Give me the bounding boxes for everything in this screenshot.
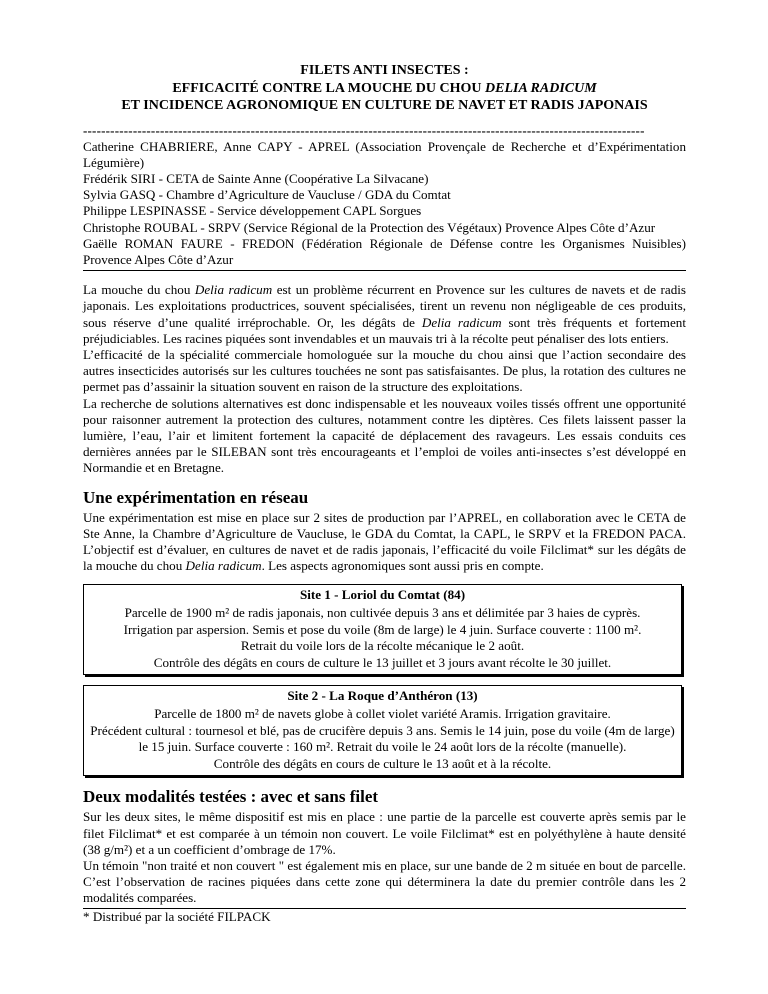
author-entry-3: Sylvia GASQ - Chambre d’Agriculture de Vaucluse / GDA du Comtat: [83, 187, 451, 203]
intro-p1-species-1: Delia radicum: [194, 282, 273, 298]
site-2-line-2: Précédent cultural : tournesol et blé, pas de crucifère depuis 3 ans. Semis le 14 juin, pose du voile (4m de large) le 15 juin. Surface couverte : 160 m². Retrait du voile le 24 août lors de la récolte (manuelle).: [90, 722, 675, 755]
intro-paragraph-2: L’efficacité de la spécialité commerciale homologuée sur la mouche du chou ainsi que l’action secondaire des autres insecticides autorisés sur les cultures touchées ne sont pas satisfaisantes. De plus, la rotation des cultures ne permet pas d’assainir la situation souvent en raison de la structure des exploitations.: [83, 346, 686, 395]
author-entry-5: Christophe ROUBAL - SRPV (Service Régional de la Protection des Végétaux) Provence Alpes Côte d’Azur: [83, 219, 656, 235]
author-list: [83, 139, 686, 269]
site-1-box: [83, 584, 682, 675]
title-line-2-text: EFFICACITÉ CONTRE LA MOUCHE DU CHOU: [172, 80, 486, 96]
site-1-line-3: Retrait du voile lors de la récolte mécanique le 2 août.: [240, 638, 525, 654]
intro-paragraph-3: La recherche de solutions alternatives est donc indispensable et les nouveaux voiles tissés offrent une opportunité pour raisonner autrement la protection des cultures, notamment contre les diptères. Ces filets laissent passer la lumière, l’eau, l’air et limitent fortement la capacité de déplacement des ravageurs. Les essais conduits ces dernières années par le SILEBAN sont très encourageants et l’emploi de voiles anti-insectes s’est développé en Normandie et en Bretagne.: [83, 395, 686, 476]
author-entry-1: Catherine CHABRIERE, Anne CAPY - APREL (Association Provençale de Recherche et d’Expérimentation Légumière): [83, 138, 686, 170]
introduction: [83, 282, 686, 476]
site-2-title: Site 2 - La Roque d’Anthéron (13): [287, 688, 478, 704]
author-entry-6: Gaëlle ROMAN FAURE - FREDON (Fédération Régionale de Défense contre les Organismes Nuisibles) Provence Alpes Côte d’Azur: [83, 235, 686, 267]
intro-p1-text-a: La mouche du chou: [83, 282, 195, 298]
site-1-title: Site 1 - Loriol du Comtat (84): [299, 587, 466, 603]
title-species-name: DELIA RADICUM: [485, 80, 597, 96]
network-text-b: . Les aspects agronomiques sont aussi pris en compte.: [261, 558, 544, 574]
title-line-2: [83, 80, 686, 98]
site-2-box: [83, 685, 682, 776]
intro-paragraph-1: [83, 282, 686, 347]
intro-p1-text-c: sont très fréquents et fortement préjudiciables. Les racines piquées sont invendables et un mauvais tri à la récolte peut pénaliser des lots entiers.: [83, 314, 686, 346]
authors-divider: [83, 270, 686, 271]
section-network-text: [83, 510, 686, 575]
title-line-3: ET INCIDENCE AGRONOMIQUE EN CULTURE DE NAVET ET RADIS JAPONAIS: [121, 98, 648, 113]
intro-p1-species-2: Delia radicum: [421, 314, 502, 330]
modalities-paragraph-1: Sur les deux sites, le même dispositif est mis en place : une partie de la parcelle est couverte après semis par le filet Filclimat* et est comparée à un témoin non couvert. Le voile Filclimat* est en polyéthylène à haute densité (38 g/m²) et a un coefficient d’ombrage de 17%.: [83, 809, 686, 857]
network-species: Delia radicum: [185, 558, 262, 574]
site-2-line-3: Contrôle des dégâts en cours de culture le 13 août et à la récolte.: [213, 755, 552, 771]
section-heading-modalities: Deux modalités testées : avec et sans filet: [83, 787, 379, 807]
modalities-paragraph-2: Un témoin "non traité et non couvert " est également mis en place, sur une bande de 2 m située en bout de parcelle. C’est l’observation de racines piquées dans cette zone qui déterminera la date du premier contrôle dans les 2 modalités comparées.: [83, 857, 686, 906]
title-line-1: FILETS ANTI INSECTES :: [300, 63, 469, 78]
site-1-line-4: Contrôle des dégâts en cours de culture le 13 juillet et 3 jours avant récolte le 30 juillet.: [153, 654, 612, 670]
document-title: [83, 62, 686, 115]
site-1-line-2: Irrigation par aspersion. Semis et pose du voile (8m de large) le 4 juin. Surface couverte : 1100 m².: [123, 621, 642, 637]
section-heading-network: Une expérimentation en réseau: [83, 487, 309, 507]
dashed-separator: ----------------------------------------------------------------------------------------------------------------------------: [83, 123, 645, 138]
footnote: * Distribué par la société FILPACK: [83, 908, 271, 924]
intro-p1-text-b: est un problème récurrent en Provence sur les cultures de navets et de radis japonais. Les exploitations productrices, souvent spécialisées, tirent un revenu non négligeable de ces produits, sous réserve d’une qualité irréprochable. Or, les dégâts de: [83, 282, 686, 330]
site-1-line-1: Parcelle de 1900 m² de radis japonais, non cultivée depuis 3 ans et délimitée par 3 haies de cyprès.: [124, 604, 641, 620]
author-entry-4: Philippe LESPINASSE - Service développement CAPL Sorgues: [83, 203, 422, 219]
document-page: [83, 62, 686, 925]
site-2-line-1: Parcelle de 1800 m² de navets globe à collet violet variété Aramis. Irrigation gravitaire.: [154, 705, 611, 721]
author-entry-2: Frédérik SIRI - CETA de Sainte Anne (Coopérative La Silvacane): [83, 170, 429, 186]
network-text-a: Une expérimentation est mise en place sur 2 sites de production par l’APREL, en collaboration avec le CETA de Ste Anne, la Chambre d’Agriculture de Vaucluse, le GDA du Comtat, la CAPL, le SRPV et la FREDON PACA. L’objectif est d’évaluer, en cultures de navet et de radis japonais, l’efficacité du voile Filclimat* sur les dégâts de la mouche du chou: [83, 509, 686, 574]
